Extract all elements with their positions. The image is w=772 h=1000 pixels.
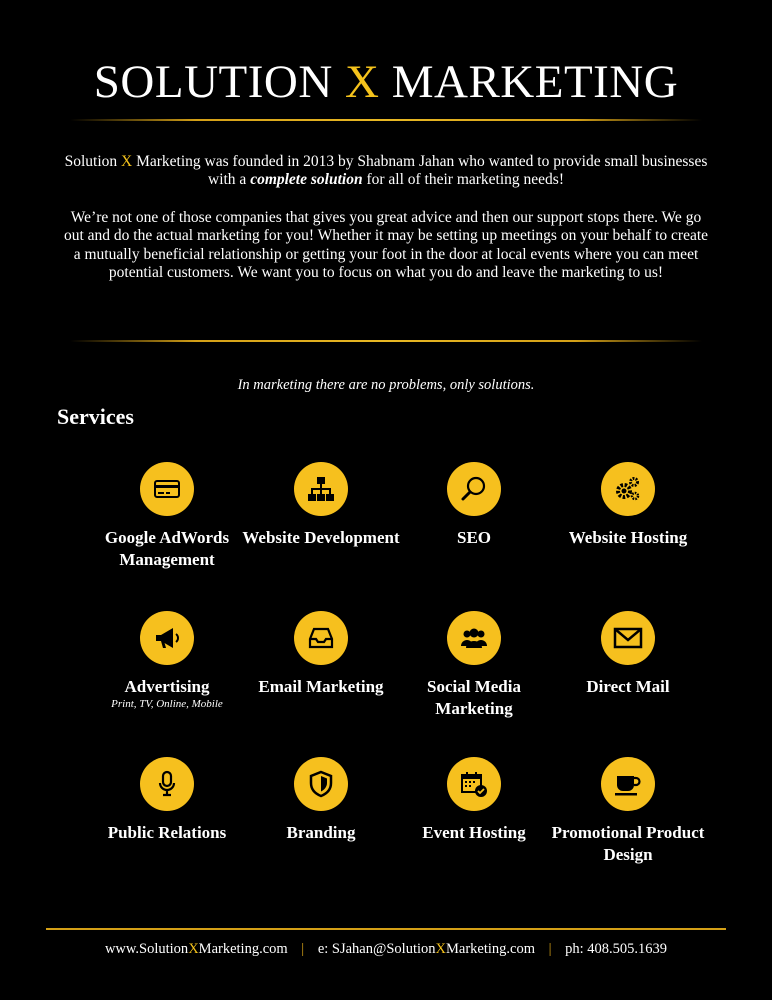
microphone-icon — [140, 757, 194, 811]
service-promotional-product: Promotional Product Design — [548, 757, 708, 865]
service-advertising: Advertising Print, TV, Online, Mobile — [87, 611, 247, 711]
service-website-development: Website Development — [241, 462, 401, 549]
service-email-marketing: Email Marketing — [241, 611, 401, 698]
inbox-icon — [294, 611, 348, 665]
footer-phone: ph: 408.505.1639 — [565, 941, 668, 957]
users-icon — [447, 611, 501, 665]
envelope-icon — [601, 611, 655, 665]
footer-email[interactable]: e: SJahan@SolutionXMarketing.com — [317, 941, 535, 957]
header-divider — [70, 119, 702, 121]
cup-icon — [601, 757, 655, 811]
service-google-adwords: Google AdWords Management — [87, 462, 247, 570]
service-seo: SEO — [394, 462, 554, 549]
footer-contact — [0, 941, 772, 958]
page-title: SOLUTION X MARKETING — [93, 56, 679, 108]
tagline: In marketing there are no problems, only solutions. — [237, 377, 535, 393]
section-divider — [70, 340, 702, 342]
title-x: X — [345, 56, 380, 108]
gears-icon — [601, 462, 655, 516]
services-heading: Services — [57, 404, 134, 429]
shield-icon — [294, 757, 348, 811]
footer-separator: | — [548, 941, 552, 957]
footer-divider — [46, 928, 726, 930]
magnifier-icon — [447, 462, 501, 516]
service-branding: Branding — [241, 757, 401, 844]
service-event-hosting: Event Hosting — [394, 757, 554, 844]
sitemap-icon — [294, 462, 348, 516]
service-direct-mail: Direct Mail — [548, 611, 708, 698]
calendar-check-icon — [447, 757, 501, 811]
service-social-media: Social Media Marketing — [394, 611, 554, 719]
footer-website[interactable]: www.SolutionXMarketing.com — [104, 941, 288, 957]
footer-separator: | — [301, 941, 305, 957]
intro-paragraph-2: We’re not one of those companies that gives you great advice and then our support stops there. We go out and do the actual marketing for you! Whether it may be setting up meetings on your behalf to create a mutually beneficial relationship or getting your foot in the door at local events where you can meet potential customers. We want you to focus on what you do and leave the marketing to us! — [63, 209, 709, 281]
service-website-hosting: Website Hosting — [548, 462, 708, 549]
intro-paragraph-1: Solution X Marketing was founded in 2013 by Shabnam Jahan who wanted to provide small businesses with a complete solution for all of their marketing needs! — [64, 153, 708, 189]
service-public-relations: Public Relations — [87, 757, 247, 844]
credit-card-icon — [140, 462, 194, 516]
megaphone-icon — [140, 611, 194, 665]
